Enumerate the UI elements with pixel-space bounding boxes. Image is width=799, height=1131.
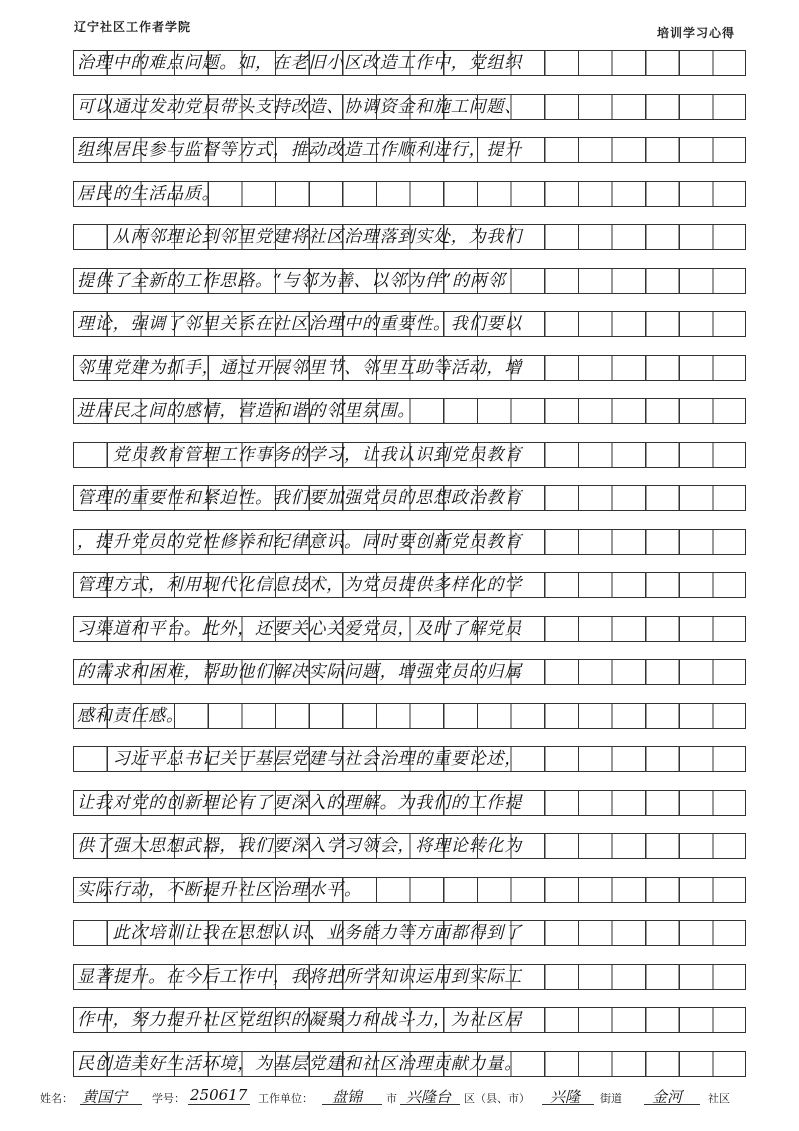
header-doc-title: 培训学习心得 <box>656 26 735 40</box>
grid-row <box>73 50 746 76</box>
district-value: 兴隆台 <box>406 1088 452 1106</box>
community-label: 社区 <box>708 1092 730 1105</box>
text-line: ，提升党员的党性修养和纪律意识。同时要创新党员教育 <box>77 531 522 552</box>
street-underline <box>542 1104 594 1105</box>
district-underline <box>400 1104 460 1105</box>
text-line: 管理方式，利用现代化信息技术，为党员提供多样化的学 <box>77 575 522 595</box>
text-line: 感和责任感。 <box>77 705 184 726</box>
writing-grid <box>73 50 746 1094</box>
text-line: 邻里党建为抓手，通过开展邻里节、邻里互助等活动，增 <box>77 357 522 378</box>
grid-row <box>73 746 746 772</box>
text-line: 进居民之间的感情，营造和谐的邻里氛围。 <box>77 401 416 421</box>
grid-row <box>73 355 746 381</box>
grid-row <box>73 833 746 859</box>
grid-row <box>73 268 746 294</box>
text-line: 治理中的难点问题。如，在老旧小区改造工作中，党组织 <box>77 53 522 73</box>
text-line: 习渠道和平台。此外，还要关心关爱党员，及时了解党员 <box>77 618 522 639</box>
name-value: 黄国宁 <box>82 1088 128 1106</box>
grid-row <box>73 1051 746 1077</box>
street-label: 街道 <box>600 1092 622 1105</box>
text-line: 从两邻理论到邻里党建将社区治理落到实处，为我们 <box>77 227 522 247</box>
district-label: 区（县、市） <box>464 1092 530 1105</box>
text-line: 让我对党的创新理论有了更深入的理解。为我们的工作提 <box>77 792 522 813</box>
community-underline <box>644 1104 700 1105</box>
grid-row <box>73 1007 746 1033</box>
text-line: 管理的重要性和紧迫性。我们要加强党员的思想政治教育 <box>77 488 522 508</box>
text-line: 的需求和困难，帮助他们解决实际问题，增强党员的归属 <box>77 662 522 682</box>
grid-row <box>73 572 746 598</box>
name-underline <box>80 1104 142 1105</box>
text-line: 作中，努力提升社区党组织的凝聚力和战斗力，为社区居 <box>77 1010 522 1030</box>
grid-row <box>73 398 746 424</box>
text-line: 可以通过发动党员带头支持改造、协调资金和施工问题、 <box>77 96 522 117</box>
footer-info <box>40 1086 760 1108</box>
text-line: 组织居民参与监督等方式，推动改造工作顺利进行，提升 <box>77 140 522 160</box>
unit-label: 工作单位： <box>258 1092 313 1105</box>
id-label: 学号： <box>152 1092 185 1105</box>
grid-row <box>73 659 746 685</box>
grid-row <box>73 920 746 946</box>
grid-row <box>73 877 746 903</box>
text-line: 居民的生活品质。 <box>77 183 220 204</box>
text-line: 党员教育管理工作事务的学习，让我认识到党员教育 <box>77 444 522 465</box>
grid-row <box>73 311 746 337</box>
id-underline <box>188 1104 250 1105</box>
text-line: 此次培训让我在思想认识、业务能力等方面都得到了 <box>77 923 522 943</box>
header-institute: 辽宁社区工作者学院 <box>74 20 192 34</box>
id-value: 250617 <box>190 1086 248 1104</box>
grid-row <box>73 442 746 468</box>
community-value: 金河 <box>652 1088 683 1106</box>
text-line: 显著提升。在今后工作中，我将把所学知识运用到实际工 <box>77 966 522 987</box>
text-line: 习近平总书记关于基层党建与社会治理的重要论述， <box>77 749 522 769</box>
text-line: 理论，强调了邻里关系在社区治理中的重要性。我们要以 <box>77 314 522 334</box>
grid-row <box>73 529 746 555</box>
grid-row <box>73 790 746 816</box>
city-label: 市 <box>386 1092 397 1105</box>
name-label: 姓名： <box>40 1092 73 1105</box>
text-line: 供了强大思想武器，我们要深入学习领会，将理论转化为 <box>77 836 522 856</box>
grid-row <box>73 485 746 511</box>
grid-row <box>73 964 746 990</box>
grid-row <box>73 224 746 250</box>
grid-row <box>73 94 746 120</box>
grid-row <box>73 137 746 163</box>
grid-row <box>73 181 746 207</box>
city-value: 盘锦 <box>332 1088 363 1106</box>
grid-row <box>73 616 746 642</box>
text-line: 实际行动，不断提升社区治理水平。 <box>77 879 362 900</box>
city-underline <box>322 1104 382 1105</box>
text-line: 民创造美好生活环境，为基层党建和社区治理贡献力量。 <box>77 1053 522 1074</box>
street-value: 兴隆 <box>550 1088 581 1106</box>
grid-row <box>73 703 746 729</box>
text-line: 提供了全新的工作思路。“与邻为善、以邻为伴”的两邻 <box>77 270 506 291</box>
